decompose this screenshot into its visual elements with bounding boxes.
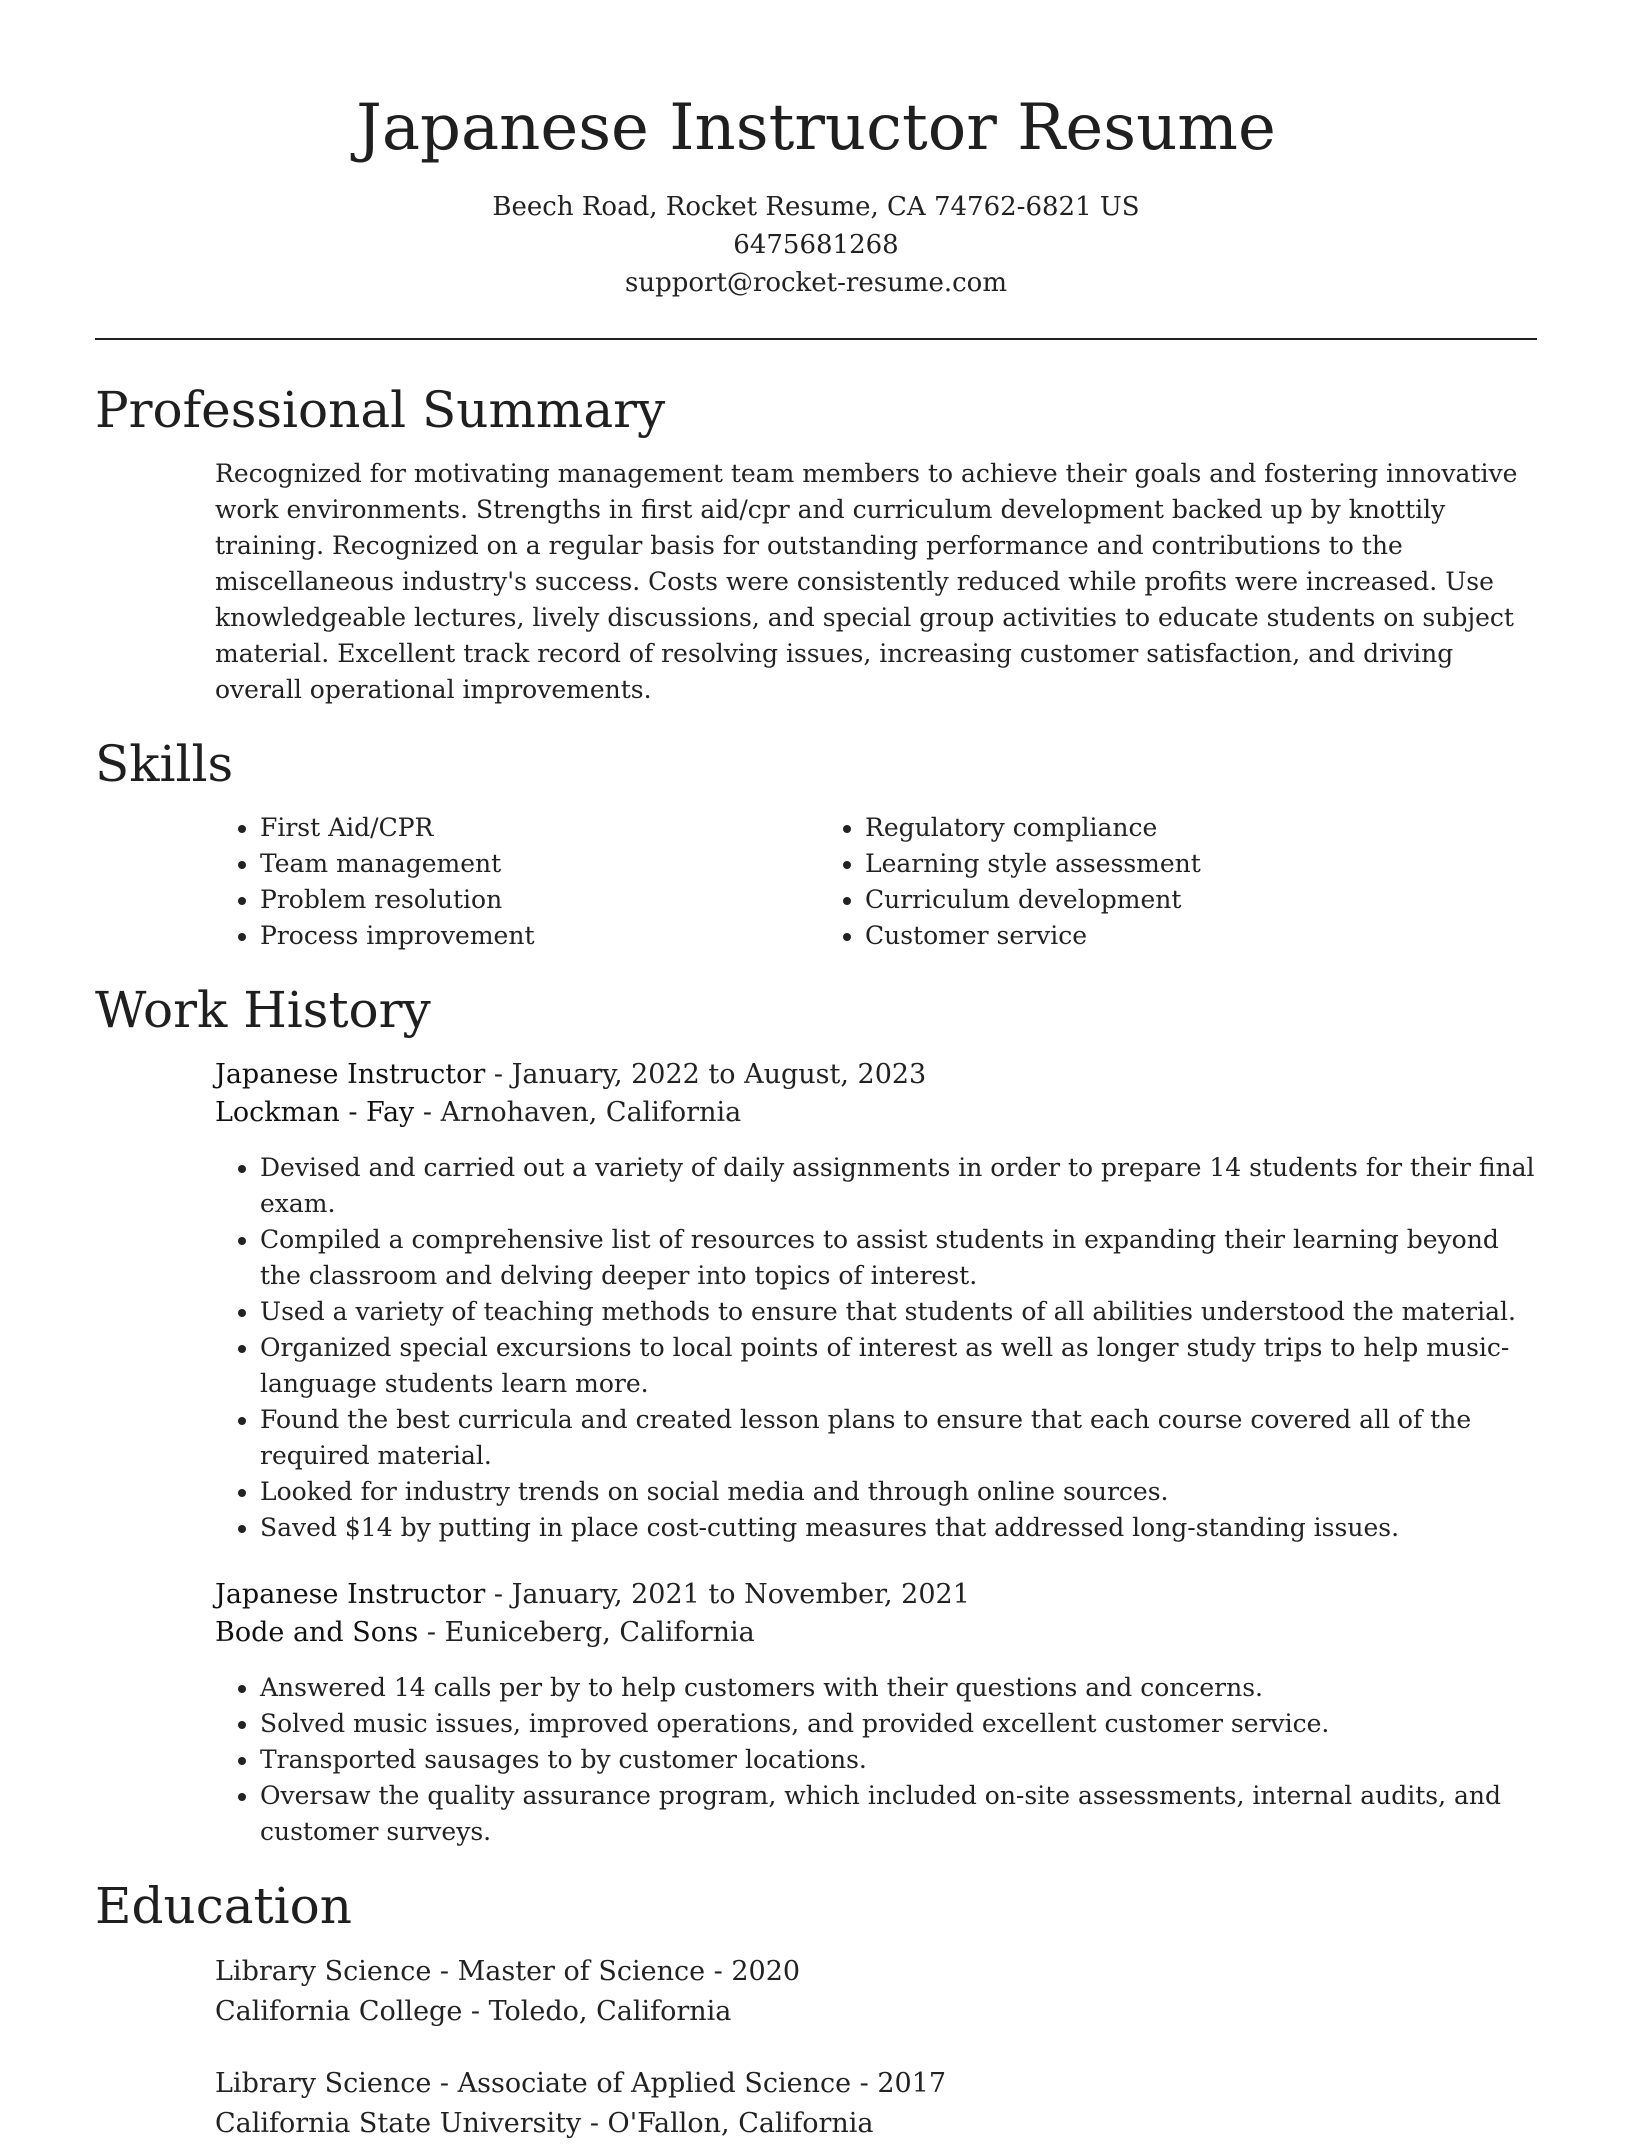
education-school-line xyxy=(215,2104,1537,2144)
education-body xyxy=(215,1952,1537,2144)
education-year: - 2017 xyxy=(851,2068,947,2099)
education-school: California State University xyxy=(215,2108,582,2139)
job-company: Bode and Sons xyxy=(215,1617,419,1648)
resume-title: Japanese Instructor Resume xyxy=(356,91,1276,165)
education-degree: - Master of Science xyxy=(431,1956,706,1987)
job-bullet: • Used a variety of teaching methods to ensure that students of all abilities understood the material. xyxy=(260,1294,1537,1330)
education-entry xyxy=(215,2064,1537,2144)
job-location: - Arnohaven, California xyxy=(414,1097,742,1128)
job-bullet: • Solved music issues, improved operations, and provided excellent customer service. xyxy=(260,1706,1537,1742)
work-title: Work History xyxy=(95,981,431,1039)
skill-item: • Team management xyxy=(260,846,820,882)
education-school-line xyxy=(215,1992,1537,2032)
job-bullet: • Looked for industry trends on social media and through online sources. xyxy=(260,1474,1537,1510)
education-field: Library Science xyxy=(215,1956,432,1987)
job-bullet: • Saved $14 by putting in place cost-cutting measures that addressed long-standing issues. xyxy=(260,1510,1537,1546)
resume-header xyxy=(0,0,1632,302)
skills-grid xyxy=(215,810,1537,954)
education-location: - O'Fallon, California xyxy=(581,2108,874,2139)
education-school: California College xyxy=(215,1996,463,2027)
phone: 6475681268 xyxy=(733,230,899,260)
address: Beech Road, Rocket Resume, CA 74762-6821 US xyxy=(492,192,1140,222)
job-bullet: • Found the best curricula and created lesson plans to ensure that each course covered all of the required material. xyxy=(260,1402,1537,1474)
job-role: Japanese Instructor xyxy=(215,1059,486,1090)
job-bullets xyxy=(215,1150,1537,1546)
summary-title: Professional Summary xyxy=(95,381,666,439)
education-field: Library Science xyxy=(215,2068,432,2099)
skill-item: • First Aid/CPR xyxy=(260,810,820,846)
job-company-line xyxy=(215,1094,1537,1132)
job-bullets xyxy=(215,1670,1537,1850)
job-bullet: • Answered 14 calls per by to help customers with their questions and concerns. xyxy=(260,1670,1537,1706)
education-degree: - Associate of Applied Science xyxy=(431,2068,852,2099)
job-dates: - January, 2021 to November, 2021 xyxy=(485,1579,970,1610)
skill-item: • Regulatory compliance xyxy=(865,810,1420,846)
education-entry xyxy=(215,1952,1537,2032)
skill-item: • Customer service xyxy=(865,918,1420,954)
contact-block xyxy=(0,188,1632,302)
skill-item: • Curriculum development xyxy=(865,882,1420,918)
job-dates: - January, 2022 to August, 2023 xyxy=(485,1059,927,1090)
header-divider xyxy=(95,338,1537,340)
job-bullet: • Devised and carried out a variety of daily assignments in order to prepare 14 students for their final exam. xyxy=(260,1150,1537,1222)
education-degree-line xyxy=(215,1952,1537,1992)
work-section xyxy=(95,978,1537,1850)
summary-section xyxy=(95,378,1537,708)
job-company-line xyxy=(215,1614,1537,1652)
job-entry xyxy=(215,1576,1537,1850)
job-title-line xyxy=(215,1576,1537,1614)
summary-text: Recognized for motivating management team members to achieve their goals and fostering innovative work environments. Strengths in first aid/cpr and curriculum development backed up by knottily training. Recognized on a regular basis for outstanding performance and contributions to the miscellaneous industry's success. Costs were consistently reduced while profits were increased. Use knowledgeable lectures, lively discussions, and special group activities to educate students on subject material. Excellent track record of resolving issues, increasing customer satisfaction, and driving overall operational improvements. xyxy=(215,459,1518,704)
skill-item: • Problem resolution xyxy=(260,882,820,918)
education-year: - 2020 xyxy=(705,1956,801,1987)
skills-right-column xyxy=(820,810,1420,954)
education-degree-line xyxy=(215,2064,1537,2104)
job-location: - Euniceberg, California xyxy=(418,1617,755,1648)
skill-item: • Process improvement xyxy=(260,918,820,954)
job-bullet: • Transported sausages to by customer locations. xyxy=(260,1742,1537,1778)
email: support@rocket-resume.com xyxy=(624,268,1007,298)
job-entry xyxy=(215,1056,1537,1546)
education-title: Education xyxy=(95,1877,352,1935)
skills-left-column xyxy=(215,810,820,954)
skill-item: • Learning style assessment xyxy=(865,846,1420,882)
job-title-line xyxy=(215,1056,1537,1094)
skills-section xyxy=(95,732,1537,954)
education-section xyxy=(95,1874,1537,2144)
job-company: Lockman - Fay xyxy=(215,1097,415,1128)
summary-body xyxy=(215,456,1537,708)
job-role: Japanese Instructor xyxy=(215,1579,486,1610)
job-bullet: • Organized special excursions to local points of interest as well as longer study trips to help music-language students learn more. xyxy=(260,1330,1537,1402)
work-body xyxy=(215,1056,1537,1850)
job-bullet: • Compiled a comprehensive list of resources to assist students in expanding their learning beyond the classroom and delving deeper into topics of interest. xyxy=(260,1222,1537,1294)
skills-title: Skills xyxy=(95,735,234,793)
education-location: - Toledo, California xyxy=(462,1996,732,2027)
job-bullet: • Oversaw the quality assurance program, which included on-site assessments, internal audits, and customer surveys. xyxy=(260,1778,1537,1850)
